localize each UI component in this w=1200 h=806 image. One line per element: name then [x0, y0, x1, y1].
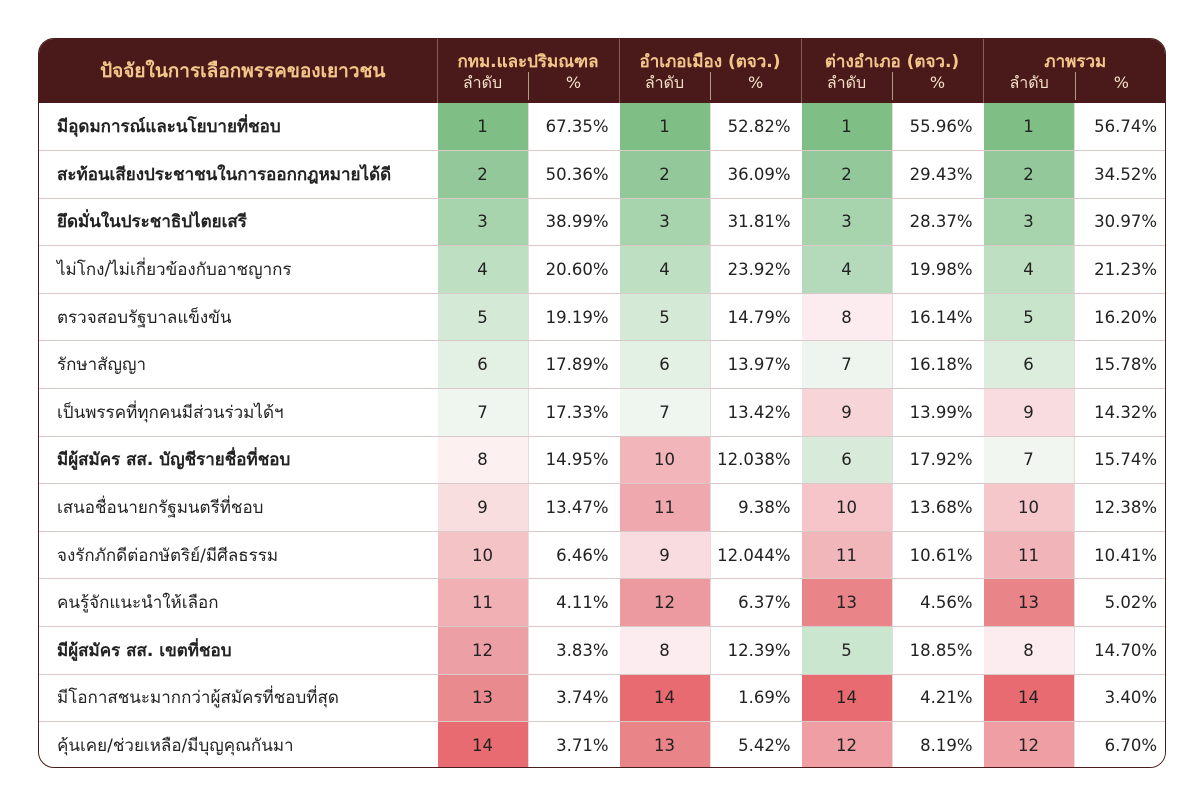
- table-row: [39, 484, 1166, 532]
- factor-label: คนรู้จักแนะนำให้เลือก: [39, 579, 437, 627]
- rank-cell: 7: [619, 389, 710, 437]
- rank-cell: 5: [619, 293, 710, 341]
- rank-cell: 9: [801, 389, 892, 437]
- factor-label: จงรักภักดีต่อกษัตริย์/มีศีลธรรม: [39, 531, 437, 579]
- percent-subheader: %: [929, 73, 946, 92]
- rank-cell: 9: [619, 531, 710, 579]
- percent-cell: 13.47%: [528, 484, 619, 532]
- table-body: [39, 103, 1166, 768]
- table-row: [39, 436, 1166, 484]
- group-title: อำเภอเมือง (ตจว.): [639, 52, 781, 72]
- table-row: [39, 151, 1166, 199]
- rank-cell: 6: [619, 341, 710, 389]
- rank-cell: 12: [437, 627, 528, 675]
- percent-cell: 50.36%: [528, 151, 619, 199]
- factor-label: มีโอกาสชนะมากกว่าผู้สมัครที่ชอบที่สุด: [39, 674, 437, 722]
- rank-cell: 6: [801, 436, 892, 484]
- rank-cell: 6: [437, 341, 528, 389]
- factor-label: คุ้นเคย/ช่วยเหลือ/มีบุญคุณกันมา: [57, 736, 294, 757]
- percent-cell: 17.33%: [528, 389, 619, 437]
- rank-cell: 2: [801, 151, 892, 199]
- percent-cell: 14.95%: [528, 436, 619, 484]
- rank-cell: 8: [619, 627, 710, 675]
- percent-subheader: %: [747, 73, 764, 92]
- percent-cell: 36.09%: [710, 151, 801, 199]
- percent-cell: 13.97%: [710, 341, 801, 389]
- rank-cell: 10: [983, 484, 1074, 532]
- rank-subheader: ลำดับ: [984, 72, 1076, 100]
- rank-cell: 7: [801, 341, 892, 389]
- rank-cell: 5: [983, 293, 1074, 341]
- percent-cell: 6.70%: [1074, 722, 1166, 768]
- percent-cell: 17.89%: [528, 341, 619, 389]
- ranking-table: [39, 39, 1166, 768]
- rank-cell: 12: [801, 722, 892, 768]
- group-city-district-header: [619, 39, 801, 103]
- rank-cell: 8: [983, 627, 1074, 675]
- percent-cell: 12.39%: [710, 627, 801, 675]
- percent-cell: 56.74%: [1074, 103, 1166, 151]
- rank-cell: 4: [619, 246, 710, 294]
- rank-cell: 4: [437, 246, 528, 294]
- rank-subheader: ลำดับ: [620, 72, 711, 100]
- percent-cell: 19.98%: [892, 246, 983, 294]
- percent-cell: 1.69%: [710, 674, 801, 722]
- rank-cell: 11: [801, 531, 892, 579]
- rank-cell: 1: [437, 103, 528, 151]
- table-header: [39, 39, 1166, 103]
- table-row: [39, 198, 1166, 246]
- factor-label: รักษาสัญญา: [39, 341, 437, 389]
- group-title: ต่างอำเภอ (ตจว.): [824, 52, 960, 72]
- rank-cell: 6: [983, 341, 1074, 389]
- rank-cell: 8: [437, 436, 528, 484]
- percent-cell: 28.37%: [892, 198, 983, 246]
- group-overall-header: [983, 39, 1166, 103]
- table-row: [39, 579, 1166, 627]
- rank-cell: 13: [437, 674, 528, 722]
- rank-cell: 14: [437, 722, 528, 768]
- percent-cell: 6.37%: [710, 579, 801, 627]
- rank-subheader: ลำดับ: [802, 72, 893, 100]
- group-subheader: [620, 72, 801, 100]
- rank-cell: 10: [801, 484, 892, 532]
- rank-cell: 14: [983, 674, 1074, 722]
- group-subheader: [438, 72, 619, 100]
- percent-cell: 3.71%: [528, 722, 619, 768]
- percent-subheader: %: [1113, 73, 1129, 92]
- factor-label: มีอุดมการณ์และนโยบายที่ชอบ: [39, 103, 437, 151]
- rank-cell: 3: [801, 198, 892, 246]
- rank-cell: 2: [437, 151, 528, 199]
- group-other-district-header: [801, 39, 983, 103]
- rank-cell: 14: [801, 674, 892, 722]
- percent-cell: 55.96%: [892, 103, 983, 151]
- group-title: ภาพรวม: [1044, 52, 1107, 72]
- rank-cell: 8: [801, 293, 892, 341]
- rank-cell: 12: [983, 722, 1074, 768]
- percent-cell: 14.79%: [710, 293, 801, 341]
- group-subheader: [984, 72, 1166, 100]
- percent-cell: 12.038%: [710, 436, 801, 484]
- factor-label: สะท้อนเสียงประชาชนในการออกกฎหมายได้ดี: [39, 151, 437, 199]
- percent-cell: 17.92%: [892, 436, 983, 484]
- percent-cell: 6.46%: [528, 531, 619, 579]
- percent-cell: 67.35%: [528, 103, 619, 151]
- rank-cell: 5: [801, 627, 892, 675]
- percent-cell: 9.38%: [710, 484, 801, 532]
- percent-cell: 8.19%: [892, 722, 983, 768]
- factor-label: เสนอชื่อนายกรัฐมนตรีที่ชอบ: [39, 484, 437, 532]
- percent-cell: 3.40%: [1074, 674, 1166, 722]
- rank-cell: 1: [983, 103, 1074, 151]
- rank-cell: 11: [983, 531, 1074, 579]
- rank-cell: 4: [983, 246, 1074, 294]
- percent-cell: 52.82%: [710, 103, 801, 151]
- percent-cell: 5.42%: [710, 722, 801, 768]
- rank-cell: 13: [983, 579, 1074, 627]
- percent-cell: 4.11%: [528, 579, 619, 627]
- rank-cell: 7: [437, 389, 528, 437]
- rank-cell: 2: [619, 151, 710, 199]
- rank-cell: 9: [983, 389, 1074, 437]
- table-row: [39, 293, 1166, 341]
- percent-cell: 10.41%: [1074, 531, 1166, 579]
- group-bangkok-header: [437, 39, 619, 103]
- percent-cell: 16.14%: [892, 293, 983, 341]
- table-row: [39, 246, 1166, 294]
- percent-cell: 29.43%: [892, 151, 983, 199]
- percent-cell: 16.20%: [1074, 293, 1166, 341]
- rank-subheader: ลำดับ: [438, 72, 529, 100]
- percent-cell: 3.74%: [528, 674, 619, 722]
- rank-cell: 1: [801, 103, 892, 151]
- percent-cell: 20.60%: [528, 246, 619, 294]
- percent-cell: 15.78%: [1074, 341, 1166, 389]
- percent-cell: 18.85%: [892, 627, 983, 675]
- rank-cell: 5: [437, 293, 528, 341]
- percent-cell: 16.18%: [892, 341, 983, 389]
- percent-cell: 12.38%: [1074, 484, 1166, 532]
- percent-cell: 14.32%: [1074, 389, 1166, 437]
- factor-label: เป็นพรรคที่ทุกคนมีส่วนร่วมได้ฯ: [39, 389, 437, 437]
- percent-cell: 15.74%: [1074, 436, 1166, 484]
- percent-cell: 12.044%: [710, 531, 801, 579]
- rank-cell: 11: [619, 484, 710, 532]
- percent-cell: 34.52%: [1074, 151, 1166, 199]
- rank-cell: 3: [983, 198, 1074, 246]
- rank-cell: 10: [619, 436, 710, 484]
- rank-cell: 13: [801, 579, 892, 627]
- percent-cell: 4.56%: [892, 579, 983, 627]
- rank-cell: 4: [801, 246, 892, 294]
- percent-cell: 30.97%: [1074, 198, 1166, 246]
- factor-label: ไม่โกง/ไม่เกี่ยวข้องกับอาชญากร: [39, 246, 437, 294]
- factor-column-header: ปัจจัยในการเลือกพรรคของเยาวชน: [100, 60, 386, 82]
- rank-cell: 10: [437, 531, 528, 579]
- rank-cell: 11: [437, 579, 528, 627]
- factor-label: มีผู้สมัคร สส. บัญชีรายชื่อที่ชอบ: [39, 436, 437, 484]
- percent-cell: 31.81%: [710, 198, 801, 246]
- rank-cell: 12: [619, 579, 710, 627]
- percent-cell: 5.02%: [1074, 579, 1166, 627]
- percent-cell: 10.61%: [892, 531, 983, 579]
- table-row: [39, 389, 1166, 437]
- percent-cell: 38.99%: [528, 198, 619, 246]
- factor-label: ตรวจสอบรัฐบาลแข็งขัน: [39, 293, 437, 341]
- percent-cell: 13.42%: [710, 389, 801, 437]
- rank-cell: 1: [619, 103, 710, 151]
- table-row: [39, 103, 1166, 151]
- percent-cell: 23.92%: [710, 246, 801, 294]
- ranking-table-container: [38, 38, 1166, 768]
- rank-cell: 2: [983, 151, 1074, 199]
- group-subheader: [802, 72, 983, 100]
- percent-cell: 3.83%: [528, 627, 619, 675]
- rank-cell: 3: [437, 198, 528, 246]
- group-title: กทม.และปริมณฑล: [457, 52, 599, 72]
- rank-cell: 13: [619, 722, 710, 768]
- table-row: [39, 674, 1166, 722]
- percent-subheader: %: [565, 73, 582, 92]
- table-row: [39, 341, 1166, 389]
- percent-cell: 21.23%: [1074, 246, 1166, 294]
- percent-cell: 13.99%: [892, 389, 983, 437]
- factor-label: ยึดมั่นในประชาธิปไตยเสรี: [39, 198, 437, 246]
- table-row: [39, 722, 1166, 768]
- table-row: [39, 627, 1166, 675]
- rank-cell: 3: [619, 198, 710, 246]
- percent-cell: 19.19%: [528, 293, 619, 341]
- rank-cell: 14: [619, 674, 710, 722]
- percent-cell: 14.70%: [1074, 627, 1166, 675]
- rank-cell: 7: [983, 436, 1074, 484]
- percent-cell: 4.21%: [892, 674, 983, 722]
- rank-cell: 9: [437, 484, 528, 532]
- factor-label: มีผู้สมัคร สส. เขตที่ชอบ: [39, 627, 437, 675]
- table-row: [39, 531, 1166, 579]
- percent-cell: 13.68%: [892, 484, 983, 532]
